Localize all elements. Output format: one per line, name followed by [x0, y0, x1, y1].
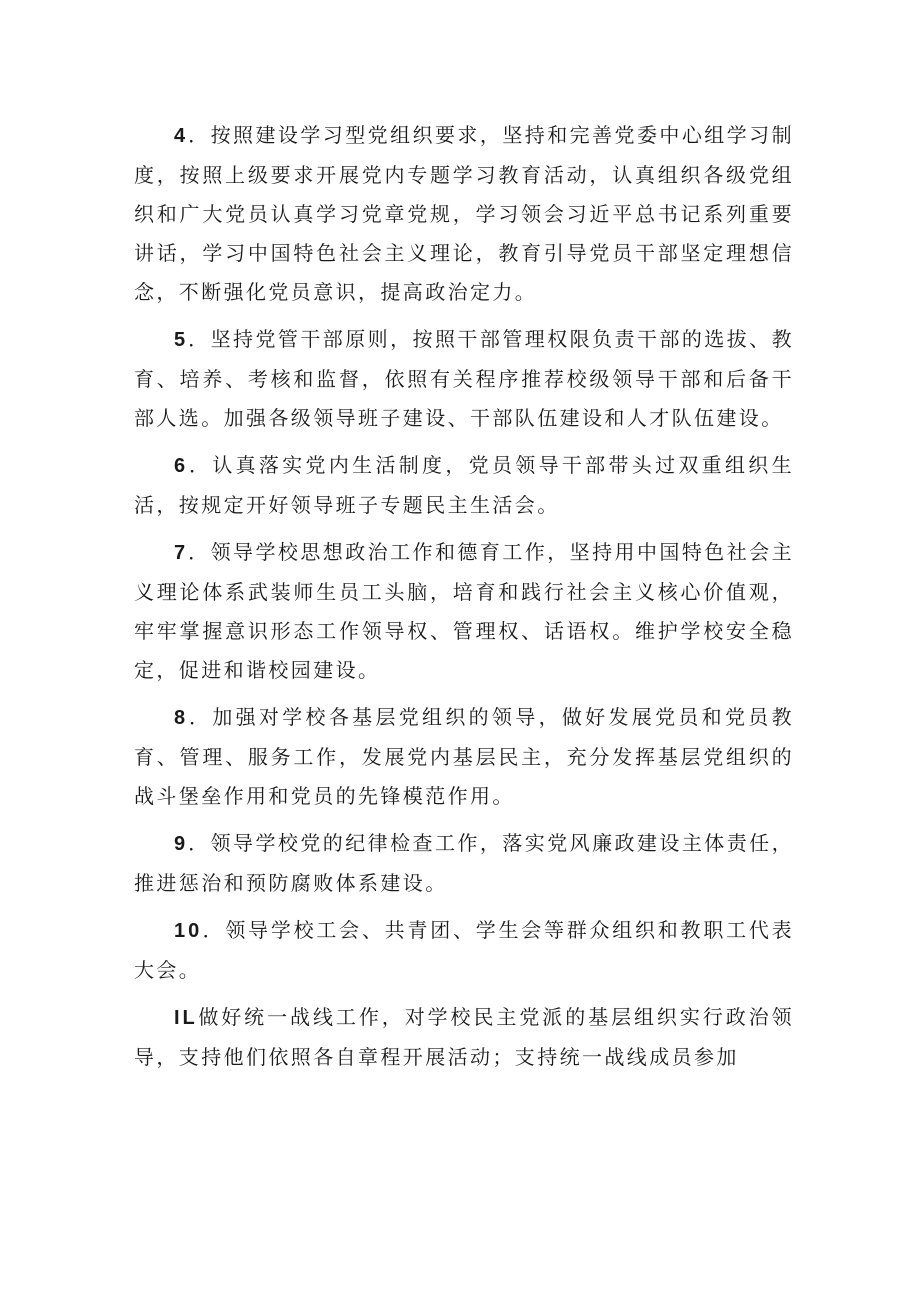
- paragraph-number: 8: [174, 707, 189, 729]
- paragraph-text: ．坚持党管干部原则，按照干部管理权限负责干部的选拔、教育、培养、考核和监督，依照有关程序推荐校级领导干部和后备干部人选。加强各级领导班子建设、干部队伍建设和人才队伍建设。: [134, 327, 794, 430]
- paragraph-item-5: [134, 320, 794, 438]
- paragraph-text: ．领导学校工会、共青团、学生会等群众组织和教职工代表大会。: [134, 918, 794, 982]
- paragraph-item-6: [134, 446, 794, 525]
- paragraph-item-9: [134, 824, 794, 903]
- paragraph-item-7: [134, 533, 794, 690]
- paragraph-number: 6: [174, 455, 189, 477]
- paragraph-text: ．认真落实党内生活制度，党员领导干部带头过双重组织生活，按规定开好领导班子专题民主生活会。: [134, 453, 794, 517]
- paragraph-number: 7: [174, 542, 189, 564]
- paragraph-text: ．领导学校思想政治工作和德育工作，坚持用中国特色社会主义理论体系武装师生员工头脑，培育和践行社会主义核心价值观，牢牢掌握意识形态工作领导权、管理权、话语权。维护学校安全稳定，促进和谐校园建设。: [134, 540, 794, 682]
- paragraph-item-8: [134, 698, 794, 816]
- paragraph-item-4: [134, 116, 794, 312]
- paragraph-text: ．领导学校党的纪律检查工作，落实党风廉政建设主体责任，推进惩治和预防腐败体系建设。: [134, 831, 794, 895]
- paragraph-number: 5: [174, 329, 189, 351]
- paragraph-item-11: [134, 998, 794, 1077]
- paragraph-item-10: [134, 911, 794, 990]
- document-body: [134, 116, 794, 1077]
- paragraph-number: 10: [174, 920, 203, 942]
- paragraph-text: ．加强对学校各基层党组织的领导，做好发展党员和党员教育、管理、服务工作，发展党内基层民主，充分发挥基层党组织的战斗堡垒作用和党员的先锋模范作用。: [134, 705, 794, 808]
- paragraph-number: 9: [174, 833, 189, 855]
- paragraph-number: IL: [174, 1007, 198, 1029]
- paragraph-text: ．按照建设学习型党组织要求，坚持和完善党委中心组学习制度，按照上级要求开展党内专题学习教育活动，认真组织各级党组织和广大党员认真学习党章党规，学习领会习近平总书记系列重要讲话，学习中国特色社会主义理论，教育引导党员干部坚定理想信念，不断强化党员意识，提高政治定力。: [134, 123, 794, 304]
- paragraph-text: 做好统一战线工作，对学校民主党派的基层组织实行政治领导，支持他们依照各自章程开展活动；支持统一战线成员参加: [134, 1005, 794, 1069]
- paragraph-number: 4: [174, 125, 189, 147]
